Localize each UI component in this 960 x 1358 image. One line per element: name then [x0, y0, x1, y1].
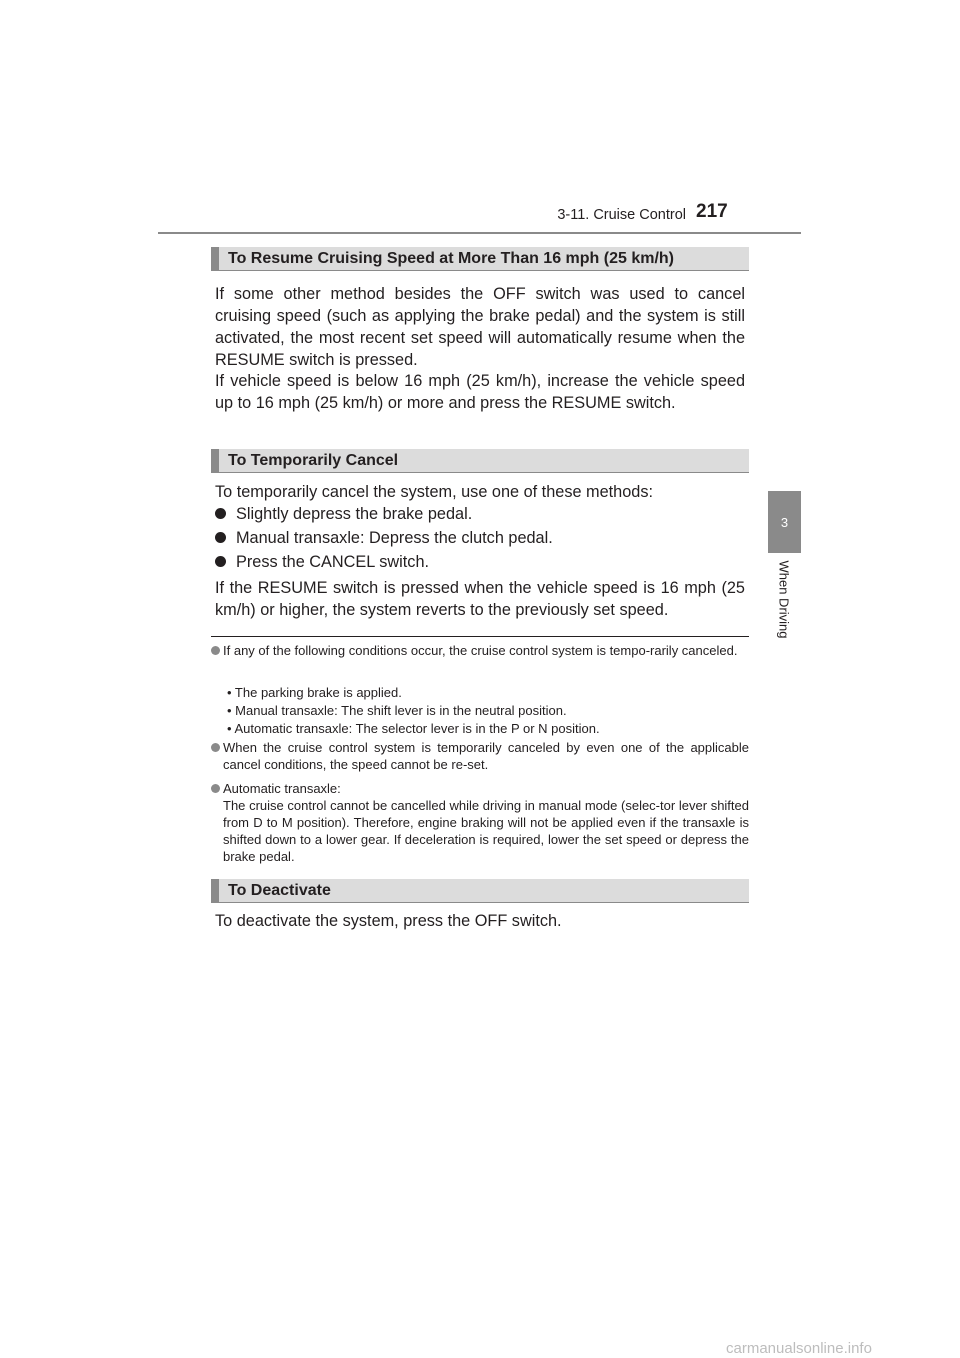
cancel-bullet [215, 503, 745, 525]
note-1-sub-item: • Manual transaxle: The shift lever is in the neutral position. [227, 703, 567, 718]
chapter-tab-label [768, 552, 801, 647]
footer-watermark: carmanualsonline.info [726, 1340, 872, 1357]
note-1-sub-item: • Automatic transaxle: The selector lever is in the P or N position. [227, 721, 600, 736]
note-1: If any of the following conditions occur, the cruise control system is tempo-rarily canceled. [223, 643, 738, 658]
bullet-icon [215, 532, 226, 543]
chapter-tab-number: 3 [768, 491, 801, 553]
deactivate-paragraph: To deactivate the system, press the OFF switch. [215, 912, 562, 930]
chapter-tab-label-text: When Driving [777, 560, 792, 639]
page-number: 217 [696, 201, 728, 222]
resume-paragraph-1: If some other method besides the OFF switch was used to cancel cruising speed (such as applying the brake pedal) and the system is still activated, the most recent set speed will automatically resume when the RESUME switch is pressed. [215, 285, 745, 369]
note-3-title: Automatic transaxle: [223, 781, 341, 796]
note-3: The cruise control cannot be cancelled while driving in manual mode (selec-tor lever shifted from D to M position). Therefore, engine braking will not be applied even if the transaxle is shifted down to a lower gear. If deceleration is required, lower the set speed or depress the brake pedal. [223, 798, 749, 864]
cancel-bullet [215, 527, 745, 549]
note-bullet-icon [211, 646, 220, 655]
resume-paragraph-2: If vehicle speed is below 16 mph (25 km/h), increase the vehicle speed up to 16 mph (25 km/h) or more and press the RESUME switch. [215, 372, 745, 412]
note-2: When the cruise control system is temporarily canceled by even one of the applicable cancel conditions, the speed cannot be re-set. [223, 740, 749, 772]
note-bullet-icon [211, 743, 220, 752]
header-section-title: 3-11. Cruise Control [557, 207, 686, 223]
section-heading-cancel: To Temporarily Cancel [211, 449, 749, 473]
cancel-bullet-text: Slightly depress the brake pedal. [236, 505, 473, 523]
note-1-sub-item: • The parking brake is applied. [227, 685, 402, 700]
cancel-paragraph-after: If the RESUME switch is pressed when the vehicle speed is 16 mph (25 km/h) or higher, the system reverts to the previously set speed. [215, 579, 745, 619]
section-heading-deactivate: To Deactivate [211, 879, 749, 903]
notes-divider [211, 636, 749, 637]
cancel-bullet-text: Press the CANCEL switch. [236, 553, 430, 571]
bullet-icon [215, 508, 226, 519]
bullet-icon [215, 556, 226, 567]
cancel-bullet-text: Manual transaxle: Depress the clutch pedal. [236, 529, 553, 547]
note-bullet-icon [211, 784, 220, 793]
header-divider [158, 232, 801, 234]
cancel-intro: To temporarily cancel the system, use one of these methods: [215, 483, 654, 501]
section-heading-resume: To Resume Cruising Speed at More Than 16 mph (25 km/h) [211, 247, 749, 271]
cancel-bullet [215, 551, 745, 573]
